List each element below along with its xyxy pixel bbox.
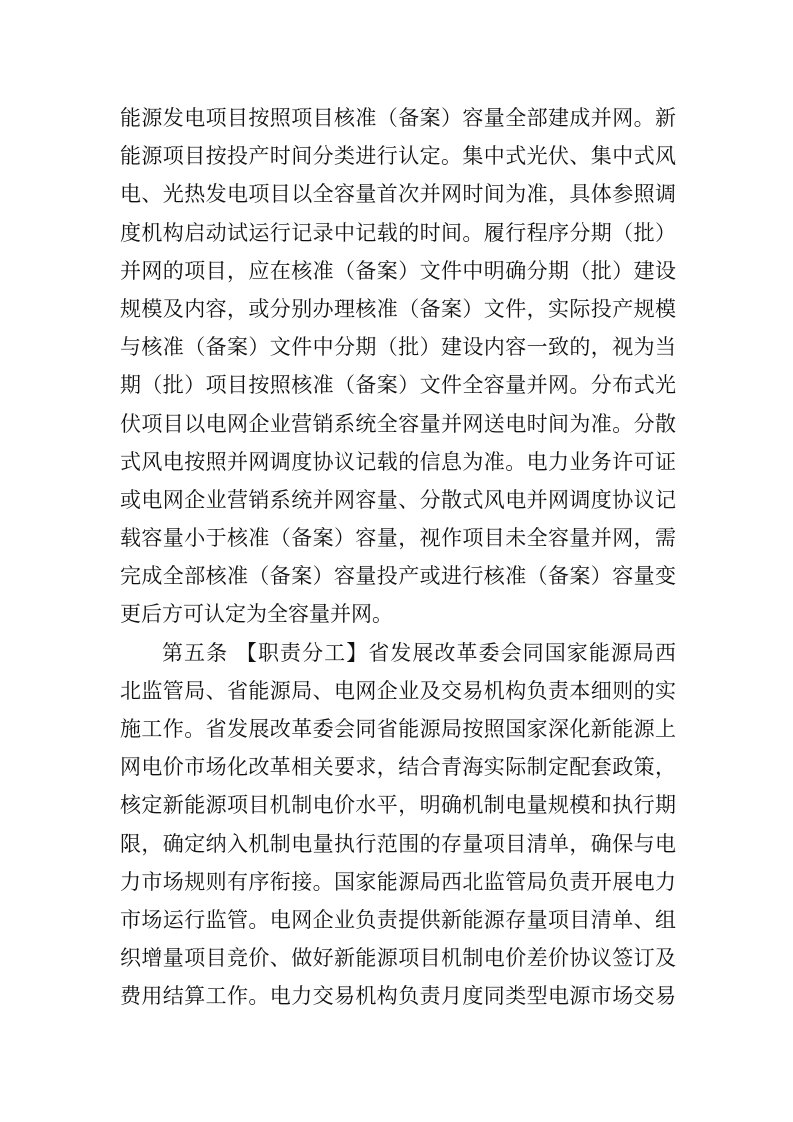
article-five-heading-line: 第五条 【职责分工】省发展改革委会同国家能源局西 bbox=[162, 640, 676, 665]
text-line: 核定新能源项目机制电价水平，明确机制电量规模和执行期 bbox=[120, 793, 676, 818]
text-line: 北监管局、省能源局、电网企业及交易机构负责本细则的实 bbox=[120, 678, 676, 703]
text-line: 市场运行监管。电网企业负责提供新能源存量项目清单、组 bbox=[120, 907, 676, 932]
text-line: 伏项目以电网企业营销系统全容量并网送电时间为准。分散 bbox=[120, 411, 676, 436]
text-line: 能源发电项目按照项目核准（备案）容量全部建成并网。新 bbox=[120, 106, 676, 130]
text-line: 与核准（备案）文件中分期（批）建设内容一致的，视为当 bbox=[120, 335, 676, 360]
text-line: 网电价市场化改革相关要求，结合青海实际制定配套政策， bbox=[120, 755, 676, 780]
text-line: 规模及内容，或分别办理核准（备案）文件，实际投产规模 bbox=[120, 296, 676, 321]
text-line: 费用结算工作。电力交易机构负责月度同类型电源市场交易 bbox=[120, 984, 676, 1009]
text-line: 力市场规则有序衔接。国家能源局西北监管局负责开展电力 bbox=[120, 869, 676, 894]
text-line: 载容量小于核准（备案）容量，视作项目未全容量并网，需 bbox=[120, 526, 676, 551]
text-line: 施工作。省发展改革委会同省能源局按照国家深化新能源上 bbox=[120, 717, 676, 741]
text-line: 织增量项目竞价、做好新能源项目机制电价差价协议签订及 bbox=[120, 946, 676, 971]
text-line: 电、光热发电项目以全容量首次并网时间为准，具体参照调 bbox=[120, 182, 676, 207]
text-line: 能源项目按投产时间分类进行认定。集中式光伏、集中式风 bbox=[120, 144, 676, 169]
paragraph-end-line: 更后方可认定为全容量并网。 bbox=[120, 602, 393, 627]
text-line: 或电网企业营销系统并网容量、分散式风电并网调度协议记 bbox=[120, 487, 676, 512]
text-line: 限，确定纳入机制电量执行范围的存量项目清单，确保与电 bbox=[120, 831, 676, 856]
text-line: 式风电按照并网调度协议记载的信息为准。电力业务许可证 bbox=[120, 449, 676, 474]
text-line: 期（批）项目按照核准（备案）文件全容量并网。分布式光 bbox=[120, 373, 676, 398]
document-body bbox=[120, 99, 676, 1016]
text-line: 度机构启动试运行记录中记载的时间。履行程序分期（批） bbox=[120, 220, 676, 245]
text-line: 完成全部核准（备案）容量投产或进行核准（备案）容量变 bbox=[120, 564, 676, 589]
text-line: 并网的项目，应在核准（备案）文件中明确分期（批）建设 bbox=[120, 258, 676, 283]
